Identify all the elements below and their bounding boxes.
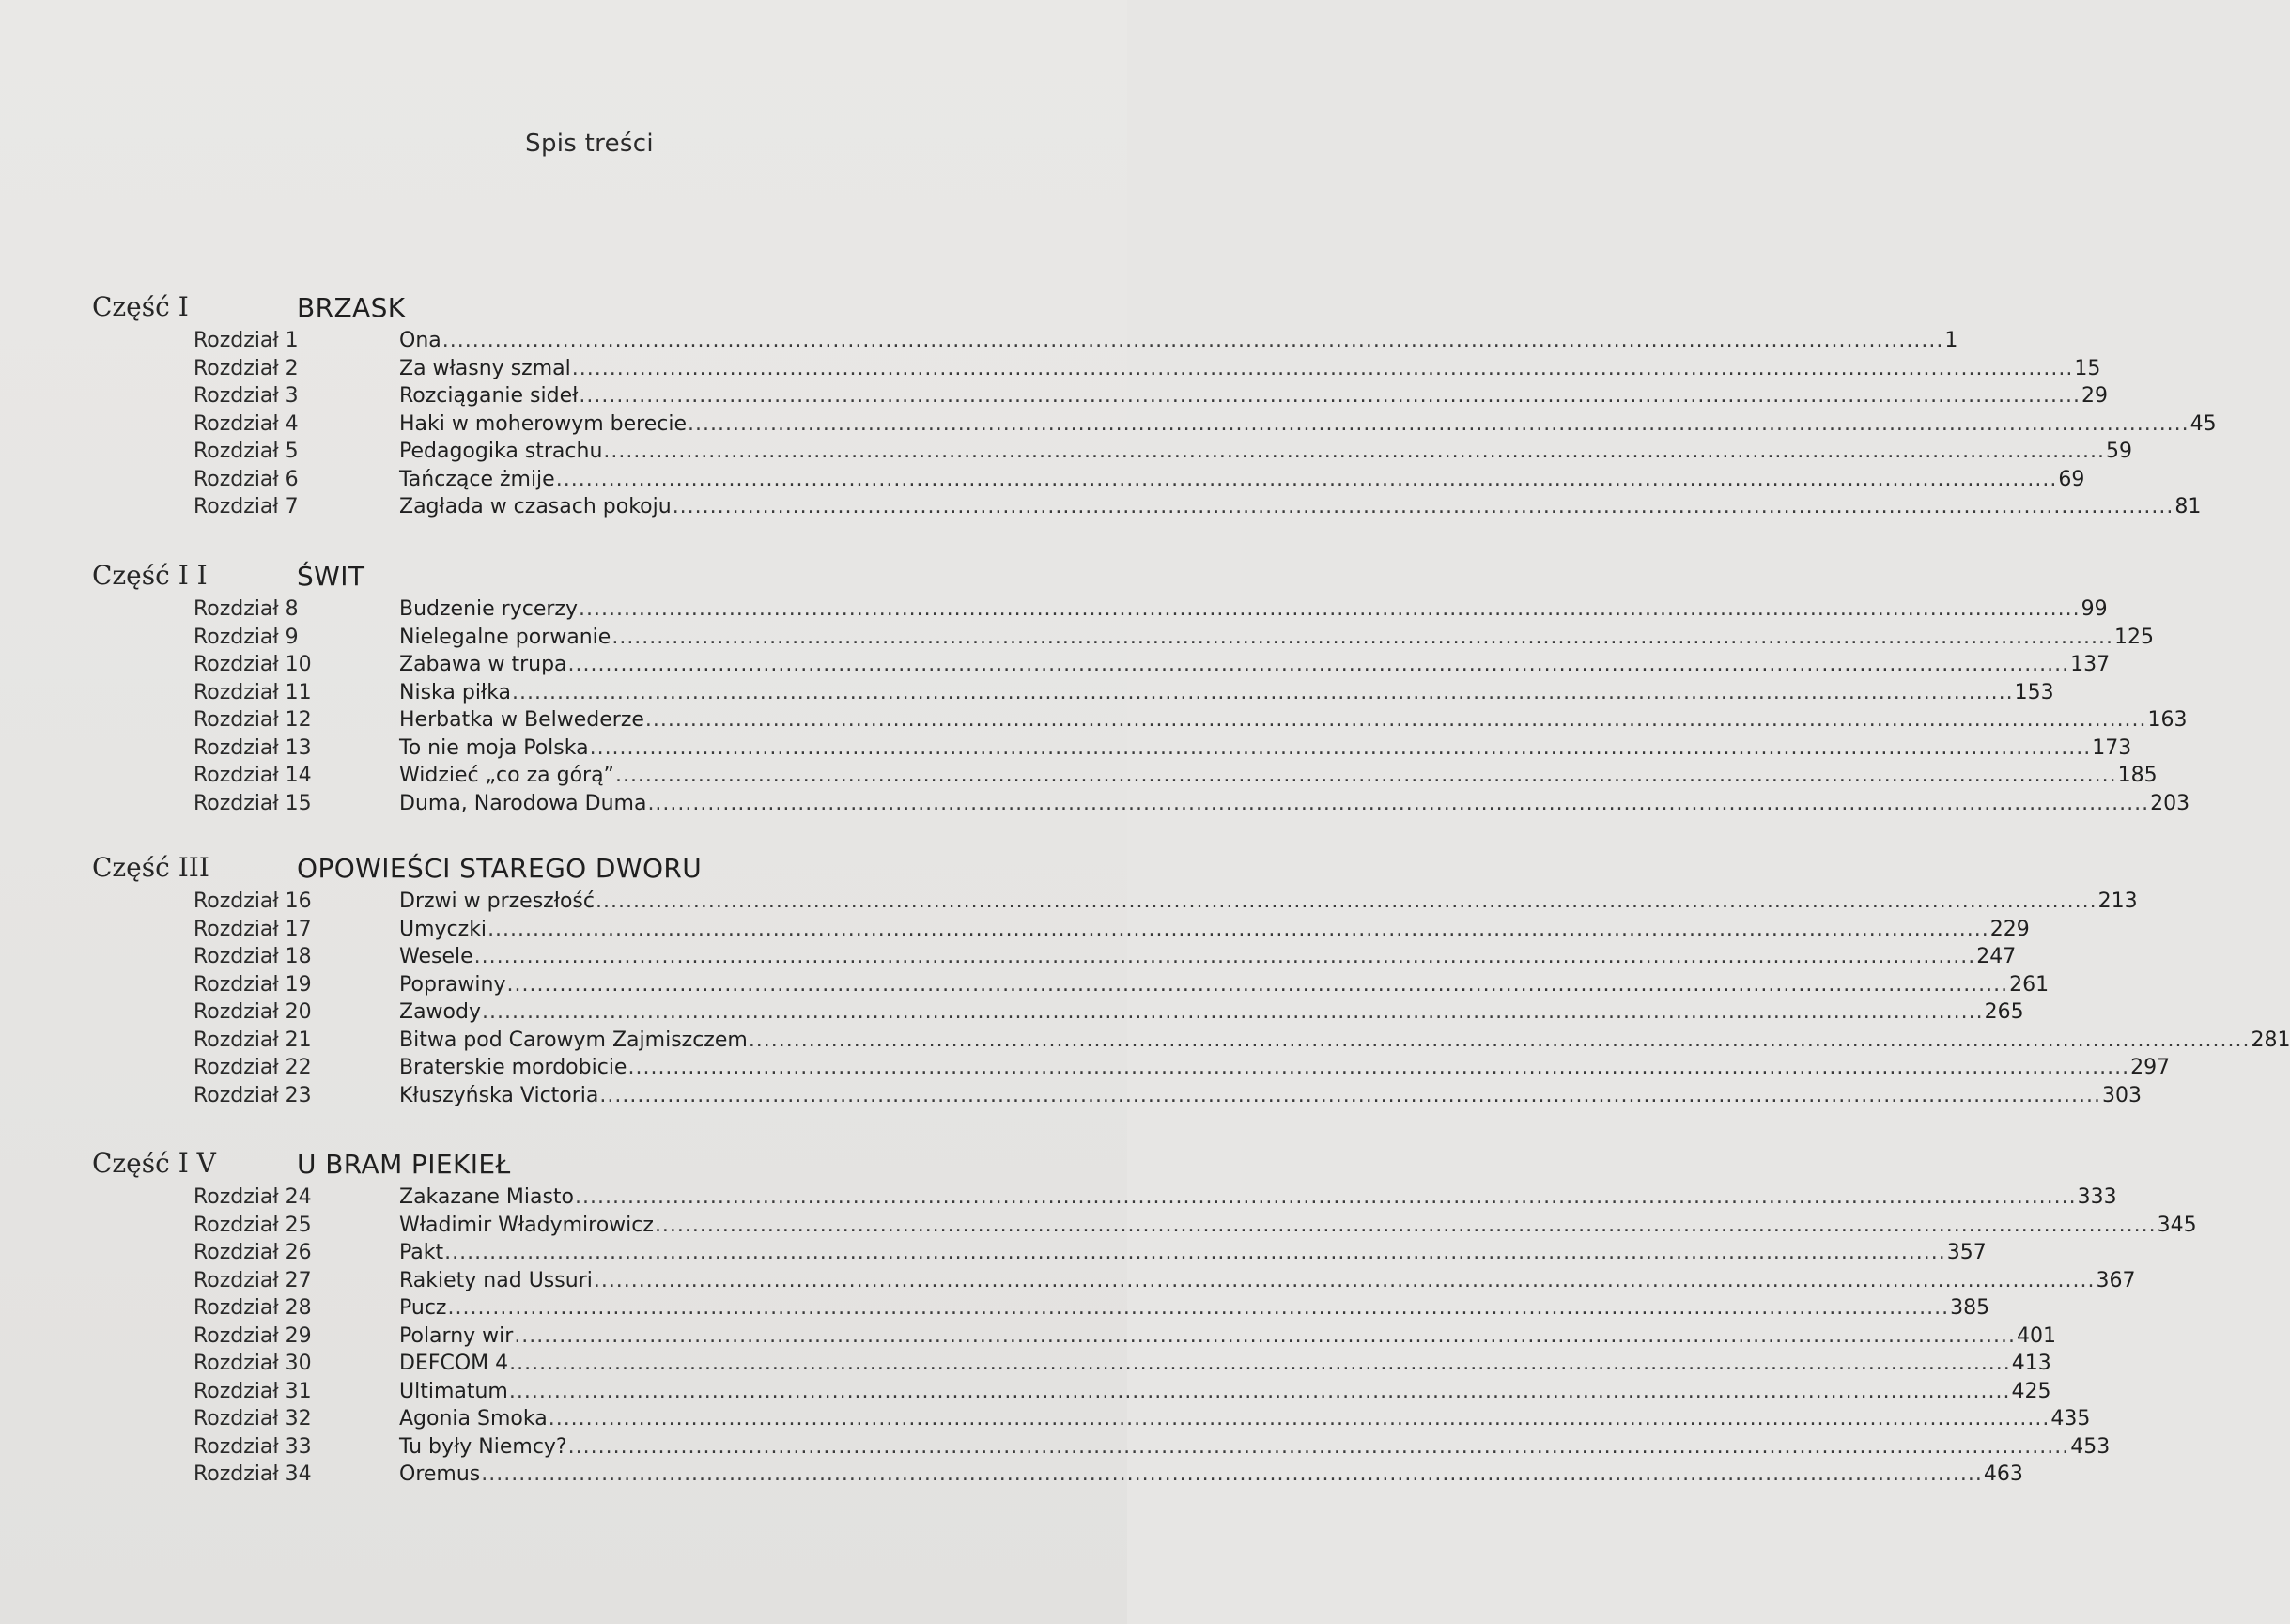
- chapter-row: [0, 1407, 2091, 1435]
- chapter-row: [0, 1268, 2136, 1297]
- chapter-number: Rozdział 8: [193, 597, 299, 621]
- chapter-entry: [399, 1379, 2051, 1403]
- chapter-row: [0, 625, 2154, 654]
- chapter-row: [0, 1434, 2111, 1463]
- dot-leader: ........................................................................................................................................................................................................: [578, 597, 2081, 621]
- chapter-page-number: 153: [2014, 680, 2054, 704]
- chapter-entry: [399, 1083, 2143, 1107]
- dot-leader: ........................................................................................................................................................................................................: [593, 1268, 2096, 1292]
- chapter-list: [0, 597, 2190, 819]
- chapter-entry: [399, 917, 2030, 941]
- chapter-entry: [399, 1056, 2171, 1079]
- chapter-title: Herbatka w Belwederze: [399, 708, 644, 732]
- chapter-number: Rozdział 3: [193, 384, 299, 408]
- chapter-row: [0, 945, 2017, 973]
- chapter-row: [0, 735, 2132, 765]
- chapter-title: Kłuszyńska Victoria: [399, 1083, 599, 1107]
- chapter-number: Rozdział 27: [193, 1268, 312, 1292]
- chapter-number: Rozdział 26: [193, 1241, 312, 1264]
- chapter-entry: [399, 735, 2132, 760]
- chapter-number: Rozdział 12: [193, 708, 312, 732]
- chapter-title: Niska piłka: [399, 680, 512, 704]
- dot-leader: ........................................................................................................................................................................................................: [487, 917, 1989, 941]
- dot-leader: ........................................................................................................................................................................................................: [611, 625, 2113, 649]
- chapter-number: Rozdział 29: [193, 1323, 312, 1348]
- chapter-title: Oremus: [399, 1462, 481, 1486]
- chapter-number: Rozdział 24: [193, 1185, 312, 1209]
- chapter-entry: [399, 1268, 2136, 1292]
- dot-leader: ........................................................................................................................................................................................................: [627, 1056, 2130, 1079]
- chapter-row: [0, 1352, 2051, 1380]
- chapter-row: [0, 1000, 2024, 1029]
- chapter-page-number: 137: [2070, 653, 2111, 676]
- chapter-entry: [399, 1434, 2111, 1459]
- chapter-page-number: 29: [2081, 384, 2108, 408]
- chapter-page-number: 69: [2058, 467, 2085, 491]
- chapter-title: Pedagogika strachu: [399, 440, 603, 463]
- chapter-row: [0, 440, 2133, 468]
- chapter-title: DEFCOM 4: [399, 1352, 509, 1375]
- chapter-page-number: 435: [2050, 1407, 2091, 1431]
- chapter-row: [0, 356, 2101, 385]
- part-section: [0, 560, 2190, 819]
- chapter-page-number: 185: [2117, 764, 2158, 787]
- dot-leader: ........................................................................................................................................................................................................: [567, 1434, 2070, 1459]
- chapter-entry: [399, 1462, 2023, 1486]
- chapter-page-number: 125: [2113, 625, 2154, 649]
- part-header: [0, 1148, 1127, 1185]
- chapter-entry: [399, 467, 2085, 491]
- part-label: Część I: [92, 291, 189, 322]
- chapter-number: Rozdział 17: [193, 917, 312, 941]
- chapter-title: Poprawiny: [399, 972, 506, 997]
- chapter-number: Rozdział 14: [193, 764, 312, 787]
- chapter-entry: [399, 1185, 2117, 1209]
- chapter-number: Rozdział 31: [193, 1379, 312, 1403]
- chapter-page-number: 173: [2092, 735, 2132, 760]
- chapter-title: Wesele: [399, 945, 473, 968]
- chapter-page-number: 45: [2189, 411, 2217, 436]
- chapter-entry: [399, 411, 2217, 436]
- chapter-page-number: 297: [2130, 1056, 2171, 1079]
- chapter-number: Rozdział 32: [193, 1407, 312, 1431]
- chapter-page-number: 1: [1944, 329, 1958, 352]
- chapter-row: [0, 1462, 2023, 1491]
- chapter-row: [0, 1083, 2143, 1112]
- chapter-entry: [399, 680, 2054, 704]
- chapter-title: Haki w moherowym berecie: [399, 411, 688, 436]
- chapter-entry: [399, 1028, 2290, 1052]
- chapter-row: [0, 917, 2030, 946]
- chapter-row: [0, 1213, 2197, 1242]
- chapter-page-number: 229: [1989, 917, 2030, 941]
- chapter-entry: [399, 597, 2108, 621]
- chapter-entry: [399, 356, 2101, 380]
- chapter-number: Rozdział 15: [193, 791, 312, 815]
- chapter-number: Rozdział 10: [193, 653, 312, 676]
- part-section: [0, 291, 2217, 523]
- chapter-title: Braterskie mordobicie: [399, 1056, 627, 1079]
- chapter-title: Drzwi w przeszłość: [399, 889, 595, 913]
- chapter-row: [0, 791, 2190, 820]
- chapter-number: Rozdział 13: [193, 735, 312, 760]
- chapter-page-number: 413: [2011, 1352, 2051, 1375]
- chapter-row: [0, 653, 2111, 681]
- chapter-title: Ona: [399, 329, 441, 352]
- dot-leader: ........................................................................................................................................................................................................: [654, 1213, 2157, 1237]
- chapter-number: Rozdział 33: [193, 1434, 312, 1459]
- chapter-row: [0, 467, 2085, 496]
- chapter-title: Rakiety nad Ussuri: [399, 1268, 593, 1292]
- chapter-title: Nielegalne porwanie: [399, 625, 611, 649]
- chapter-title: Za własny szmal: [399, 356, 571, 380]
- chapter-number: Rozdział 4: [193, 411, 299, 436]
- chapter-row: [0, 1185, 2117, 1214]
- chapter-page-number: 401: [2016, 1323, 2056, 1348]
- chapter-page-number: 425: [2011, 1379, 2051, 1403]
- part-header: [0, 291, 1127, 329]
- chapter-list: [0, 889, 2290, 1111]
- chapter-title: Tu były Niemcy?: [399, 1434, 567, 1459]
- chapter-row: [0, 1296, 1990, 1324]
- chapter-entry: [399, 625, 2154, 649]
- chapter-row: [0, 1241, 1987, 1269]
- dot-leader: ........................................................................................................................................................................................................: [514, 1323, 2016, 1348]
- chapter-page-number: 303: [2102, 1083, 2143, 1107]
- dot-leader: ........................................................................................................................................................................................................: [555, 467, 2058, 491]
- chapter-page-number: 385: [1950, 1296, 1990, 1320]
- chapter-title: Umyczki: [399, 917, 487, 941]
- chapter-entry: [399, 972, 2050, 997]
- chapter-number: Rozdział 21: [193, 1028, 312, 1052]
- chapter-page-number: 213: [2097, 889, 2138, 913]
- chapter-title: Tańczące żmije: [399, 467, 555, 491]
- dot-leader: ........................................................................................................................................................................................................: [688, 411, 2189, 436]
- chapter-entry: [399, 945, 2017, 968]
- chapter-number: Rozdział 23: [193, 1083, 312, 1107]
- dot-leader: ........................................................................................................................................................................................................: [441, 329, 1944, 352]
- part-header: [0, 560, 1127, 597]
- dot-leader: ........................................................................................................................................................................................................: [506, 972, 2009, 997]
- dot-leader: ........................................................................................................................................................................................................: [473, 945, 1976, 968]
- chapter-row: [0, 384, 2108, 412]
- chapter-page-number: 265: [1984, 1000, 2024, 1024]
- chapter-title: Polarny wir: [399, 1323, 514, 1348]
- dot-leader: ........................................................................................................................................................................................................: [512, 680, 2014, 704]
- chapter-title: Rozciąganie sideł: [399, 384, 579, 408]
- chapter-list: [0, 1185, 2197, 1491]
- chapter-number: Rozdział 11: [193, 680, 312, 704]
- chapter-page-number: 357: [1946, 1241, 1987, 1264]
- dot-leader: ........................................................................................................................................................................................................: [647, 791, 2150, 815]
- chapter-number: Rozdział 30: [193, 1352, 312, 1375]
- chapter-number: Rozdział 5: [193, 440, 299, 463]
- dot-leader: ........................................................................................................................................................................................................: [571, 356, 2074, 380]
- chapter-entry: [399, 653, 2111, 676]
- part-section: [0, 852, 2290, 1111]
- dot-leader: ........................................................................................................................................................................................................: [567, 653, 2070, 676]
- chapter-title: Zabawa w trupa: [399, 653, 567, 676]
- chapter-row: [0, 1028, 2290, 1057]
- chapter-row: [0, 680, 2054, 709]
- chapter-number: Rozdział 7: [193, 495, 299, 518]
- chapter-row: [0, 1323, 2056, 1353]
- chapter-row: [0, 1379, 2051, 1408]
- chapter-entry: [399, 384, 2108, 408]
- chapter-number: Rozdział 20: [193, 1000, 312, 1024]
- page-title: Spis treści: [525, 130, 654, 158]
- chapter-page-number: 463: [1983, 1462, 2023, 1486]
- chapter-title: Pucz: [399, 1296, 447, 1320]
- dot-leader: ........................................................................................................................................................................................................: [508, 1379, 2011, 1403]
- part-section: [0, 1148, 2197, 1491]
- chapter-entry: [399, 1000, 2024, 1024]
- chapter-row: [0, 597, 2108, 626]
- chapter-number: Rozdział 25: [193, 1213, 312, 1237]
- dot-leader: ........................................................................................................................................................................................................: [644, 708, 2147, 732]
- chapter-number: Rozdział 1: [193, 329, 299, 352]
- chapter-page-number: 59: [2106, 440, 2133, 463]
- chapter-number: Rozdział 19: [193, 972, 312, 997]
- chapter-number: Rozdział 34: [193, 1462, 312, 1486]
- chapter-row: [0, 329, 1958, 357]
- chapter-title: Władimir Władymirowicz: [399, 1213, 654, 1237]
- chapter-row: [0, 495, 2202, 523]
- chapter-title: Ultimatum: [399, 1379, 508, 1403]
- dot-leader: ........................................................................................................................................................................................................: [444, 1241, 1946, 1264]
- dot-leader: ........................................................................................................................................................................................................: [589, 735, 2092, 760]
- dot-leader: ........................................................................................................................................................................................................: [482, 1000, 1984, 1024]
- chapter-page-number: 333: [2077, 1185, 2117, 1209]
- part-title: BRZASK: [297, 292, 406, 323]
- dot-leader: ........................................................................................................................................................................................................: [481, 1462, 1983, 1486]
- chapter-page-number: 281: [2251, 1028, 2290, 1052]
- chapter-entry: [399, 1407, 2091, 1431]
- chapter-entry: [399, 791, 2190, 815]
- chapter-number: Rozdział 22: [193, 1056, 312, 1079]
- dot-leader: ........................................................................................................................................................................................................: [579, 384, 2081, 408]
- chapter-entry: [399, 495, 2202, 518]
- chapter-title: Pakt: [399, 1241, 444, 1264]
- chapter-list: [0, 329, 2217, 523]
- chapter-entry: [399, 1352, 2051, 1375]
- chapter-entry: [399, 1296, 1990, 1320]
- chapter-title: Budzenie rycerzy: [399, 597, 578, 621]
- chapter-page-number: 81: [2174, 495, 2202, 518]
- chapter-page-number: 453: [2070, 1434, 2111, 1459]
- chapter-title: Bitwa pod Carowym Zajmiszczem: [399, 1028, 748, 1052]
- dot-leader: ........................................................................................................................................................................................................: [614, 764, 2117, 787]
- part-title: OPOWIEŚCI STAREGO DWORU: [297, 853, 703, 884]
- chapter-row: [0, 708, 2188, 736]
- dot-leader: ........................................................................................................................................................................................................: [575, 1185, 2077, 1209]
- chapter-entry: [399, 440, 2133, 463]
- chapter-entry: [399, 329, 1958, 352]
- chapter-page-number: 163: [2147, 708, 2188, 732]
- part-label: Część I V: [92, 1148, 216, 1179]
- chapter-number: Rozdział 18: [193, 945, 312, 968]
- chapter-title: Zagłada w czasach pokoju: [399, 495, 672, 518]
- part-title: ŚWIT: [297, 561, 365, 592]
- chapter-entry: [399, 1241, 1987, 1264]
- chapter-title: Zawody: [399, 1000, 481, 1024]
- chapter-entry: [399, 764, 2158, 787]
- chapter-title: Widzieć „co za górą”: [399, 764, 614, 787]
- chapter-row: [0, 1056, 2171, 1084]
- chapter-row: [0, 764, 2158, 792]
- chapter-entry: [399, 1323, 2056, 1348]
- chapter-row: [0, 972, 2050, 1001]
- chapter-page-number: 203: [2150, 791, 2190, 815]
- chapter-entry: [399, 1213, 2197, 1237]
- chapter-page-number: 261: [2009, 972, 2050, 997]
- chapter-number: Rozdział 16: [193, 889, 312, 913]
- chapter-page-number: 99: [2081, 597, 2108, 621]
- chapter-row: [0, 889, 2138, 918]
- chapter-title: Agonia Smoka: [399, 1407, 548, 1431]
- chapter-page-number: 15: [2074, 356, 2101, 380]
- chapter-entry: [399, 889, 2138, 913]
- chapter-entry: [399, 708, 2188, 732]
- chapter-title: Zakazane Miasto: [399, 1185, 575, 1209]
- part-header: [0, 852, 1127, 889]
- dot-leader: ........................................................................................................................................................................................................: [509, 1352, 2011, 1375]
- dot-leader: ........................................................................................................................................................................................................: [447, 1296, 1950, 1320]
- chapter-title: Duma, Narodowa Duma: [399, 791, 647, 815]
- chapter-number: Rozdział 2: [193, 356, 299, 380]
- chapter-page-number: 345: [2157, 1213, 2197, 1237]
- dot-leader: ........................................................................................................................................................................................................: [748, 1028, 2251, 1052]
- part-label: Część III: [92, 852, 209, 883]
- chapter-number: Rozdział 6: [193, 467, 299, 491]
- dot-leader: ........................................................................................................................................................................................................: [548, 1407, 2050, 1431]
- chapter-number: Rozdział 28: [193, 1296, 312, 1320]
- part-title: U BRAM PIEKIEŁ: [297, 1149, 511, 1180]
- dot-leader: ........................................................................................................................................................................................................: [672, 495, 2174, 518]
- dot-leader: ........................................................................................................................................................................................................: [599, 1083, 2102, 1107]
- dot-leader: ........................................................................................................................................................................................................: [603, 440, 2106, 463]
- chapter-number: Rozdział 9: [193, 625, 299, 649]
- chapter-page-number: 247: [1976, 945, 2017, 968]
- chapter-page-number: 367: [2096, 1268, 2136, 1292]
- part-label: Część I I: [92, 560, 208, 591]
- chapter-title: To nie moja Polska: [399, 735, 589, 760]
- chapter-row: [0, 411, 2217, 441]
- dot-leader: ........................................................................................................................................................................................................: [596, 889, 2097, 913]
